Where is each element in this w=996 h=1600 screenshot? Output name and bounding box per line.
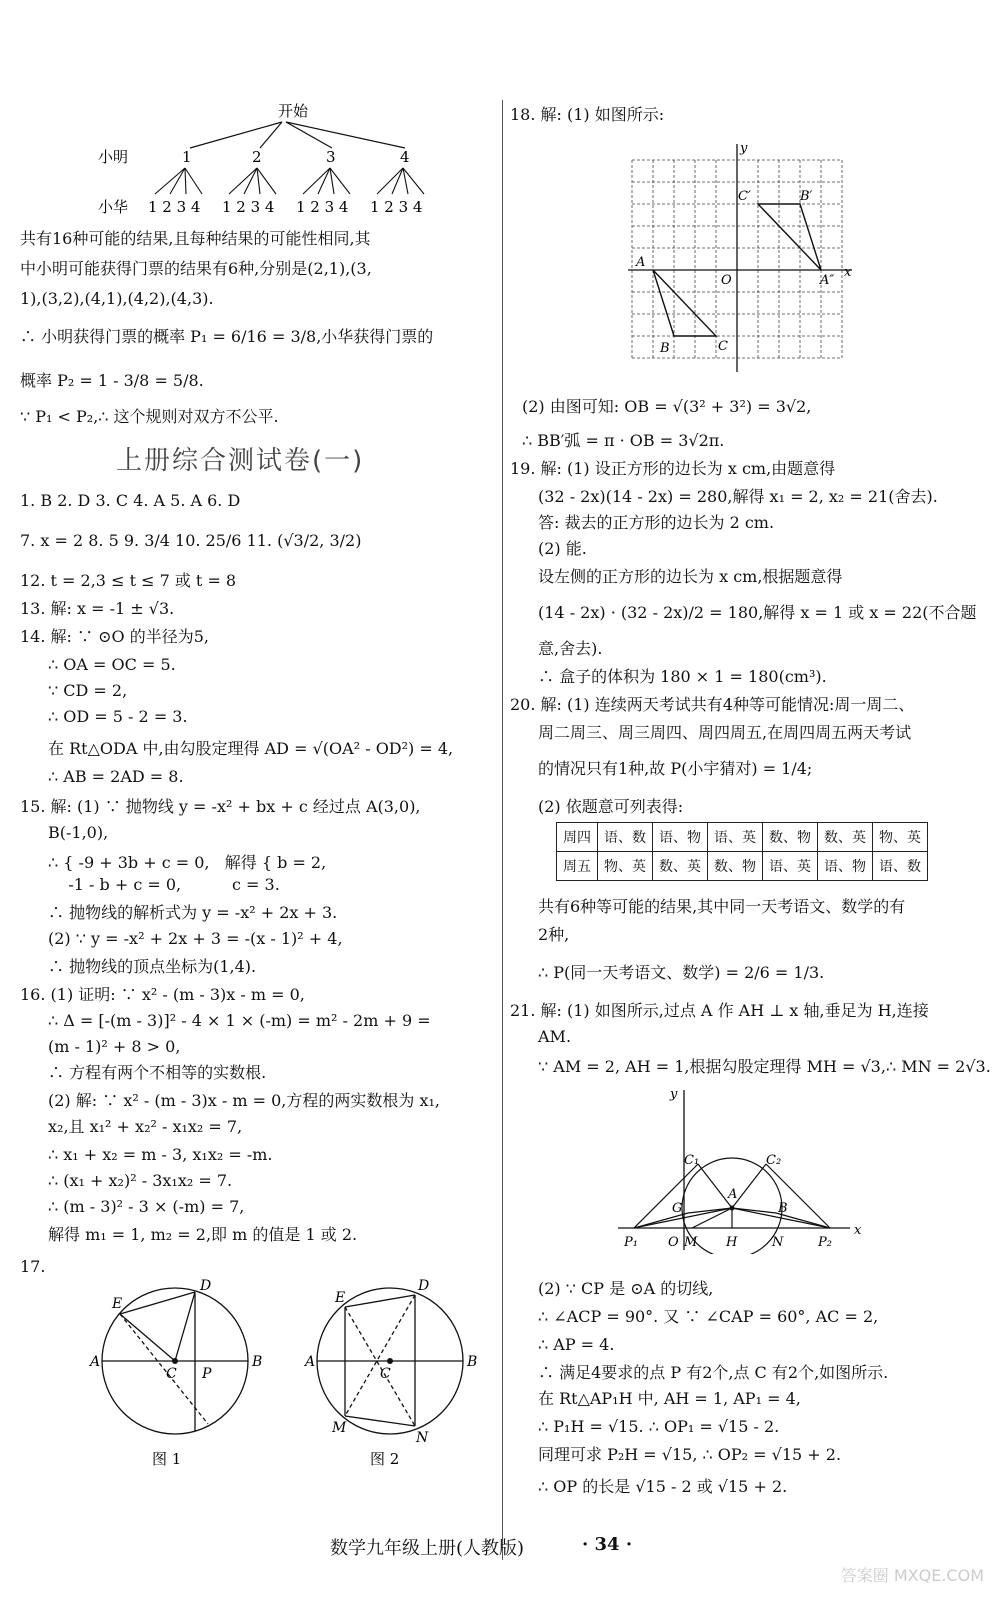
circle-figures bbox=[60, 1274, 490, 1474]
fig21-label-H: H bbox=[726, 1235, 738, 1250]
answer-line: ∴ BB′弧 = π · OB = 3√2π. bbox=[522, 431, 725, 450]
grid-x-label: x bbox=[844, 265, 852, 280]
tree-node-3: 3 bbox=[326, 148, 336, 166]
answer-line: 解得 m₁ = 1, m₂ = 2,即 m 的值是 1 或 2. bbox=[48, 1225, 358, 1244]
answer-line: ∴ OP 的长是 √15 - 2 或 √15 + 2. bbox=[538, 1477, 788, 1496]
table-cell: 数、物 bbox=[763, 823, 818, 852]
tree-node-4: 4 bbox=[400, 148, 410, 166]
fig1-caption: 图 1 bbox=[152, 1450, 182, 1468]
answer-line: ∴ (m - 3)² - 3 × (-m) = 7, bbox=[48, 1197, 245, 1216]
answer-line: 21. 解: (1) 如图所示,过点 A 作 AH ⊥ x 轴,垂足为 H,连接 bbox=[510, 1001, 929, 1020]
table-cell: 语、物 bbox=[653, 823, 708, 852]
answer-line: 7. x = 2 8. 5 9. 3/4 10. 25/6 11. (√3/2, 3/2) bbox=[20, 531, 362, 550]
answer-line: (2) ∵ CP 是 ⊙A 的切线, bbox=[538, 1279, 714, 1298]
fig21-label-B: B bbox=[778, 1201, 788, 1216]
answer-line: 19. 解: (1) 设正方形的边长为 x cm,由题意得 bbox=[510, 459, 836, 478]
tree-root: 开始 bbox=[278, 102, 309, 120]
answer-line: ∴ Δ = [-(m - 3)]² - 4 × 1 × (-m) = m² - 2m + 9 = bbox=[48, 1011, 431, 1030]
tree-node-1: 1 bbox=[182, 148, 192, 166]
fig1-label-B: B bbox=[252, 1354, 263, 1370]
answer-line: 1. B 2. D 3. C 4. A 5. A 6. D bbox=[20, 491, 241, 510]
answer-line: 在 Rt△ODA 中,由勾股定理得 AD = √(OA² - OD²) = 4, bbox=[48, 739, 454, 758]
fig21-label-C2: C₂ bbox=[766, 1153, 782, 1168]
answer-line: -1 - b + c = 0, c = 3. bbox=[48, 875, 280, 894]
answer-line: 17. bbox=[20, 1257, 46, 1276]
fig1-label-C: C bbox=[166, 1366, 177, 1382]
left-line: ∴ 小明获得门票的概率 P₁ = 6/16 = 3/8,小华获得门票的 bbox=[20, 327, 434, 346]
page-number: · 34 · bbox=[582, 1534, 633, 1555]
tree-row1-label: 小明 bbox=[98, 148, 129, 166]
table-cell: 数、物 bbox=[708, 852, 763, 881]
left-line: 概率 P₂ = 1 - 3/8 = 5/8. bbox=[20, 371, 204, 390]
answer-line: 意,舍去). bbox=[538, 639, 603, 658]
section-title: 上册综合测试卷(一) bbox=[116, 446, 365, 476]
grid-label-B-prime: B′ bbox=[800, 189, 813, 204]
answer-line: ∴ 满足4要求的点 P 有2个,点 C 有2个,如图所示. bbox=[538, 1363, 889, 1382]
left-line: 共有16种可能的结果,且每种结果的可能性相同,其 bbox=[20, 229, 371, 248]
answer-line: (32 - 2x)(14 - 2x) = 280,解得 x₁ = 2, x₂ = 21(舍去). bbox=[538, 487, 938, 506]
answer-line: (2) 由图可知: OB = √(3² + 3²) = 3√2, bbox=[522, 397, 812, 416]
fig2-label-D: D bbox=[418, 1278, 430, 1294]
table-cell: 语、数 bbox=[873, 852, 928, 881]
left-line: ∵ P₁ < P₂,∴ 这个规则对双方不公平. bbox=[20, 407, 279, 426]
fig2-label-C: C bbox=[380, 1366, 391, 1382]
answer-line: ∴ x₁ + x₂ = m - 3, x₁x₂ = -m. bbox=[48, 1145, 273, 1164]
answer-line: (2) 解: ∵ x² - (m - 3)x - m = 0,方程的两实数根为 x₁, bbox=[48, 1091, 440, 1110]
answer-line: ∴ AB = 2AD = 8. bbox=[48, 767, 184, 786]
answer-line: 20. 解: (1) 连续两天考试共有4种等可能情况:周一周二、 bbox=[510, 695, 915, 714]
table-cell: 数、英 bbox=[653, 852, 708, 881]
answer-line: 13. 解: x = -1 ± √3. bbox=[20, 599, 175, 618]
answer-line: ∵ AM = 2, AH = 1,根据勾股定理得 MH = √3,∴ MN = 2√3. bbox=[538, 1057, 991, 1076]
answer-line: ∴ { -9 + 3b + c = 0, 解得 { b = 2, bbox=[48, 853, 327, 872]
answer-line: ∴ 抛物线的解析式为 y = -x² + 2x + 3. bbox=[48, 903, 338, 922]
fig21-label-P1: P₁ bbox=[624, 1235, 638, 1250]
tree-leaves-4: 1 2 3 4 bbox=[370, 198, 423, 216]
answer-line: (2) 能. bbox=[538, 539, 587, 558]
coordinate-grid bbox=[628, 140, 858, 372]
answer-line: 的情况只有1种,故 P(小宇猜对) = 1/4; bbox=[538, 759, 813, 778]
answer-line: 12. t = 2,3 ≤ t ≤ 7 或 t = 8 bbox=[20, 571, 237, 590]
answer-line: 14. 解: ∵ ⊙O 的半径为5, bbox=[20, 627, 209, 646]
answer-line: 在 Rt△AP₁H 中, AH = 1, AP₁ = 4, bbox=[538, 1389, 801, 1408]
answer-line: ∴ P₁H = √15. ∴ OP₁ = √15 - 2. bbox=[538, 1417, 780, 1436]
table-row bbox=[557, 852, 928, 881]
answer-line: 周二周三、周三周四、周四周五,在周四周五两天考试 bbox=[538, 723, 912, 742]
fig21-label-N: N bbox=[772, 1235, 784, 1250]
answer-line: 共有6种等可能的结果,其中同一天考语文、数学的有 bbox=[538, 897, 906, 916]
answer-line: (14 - 2x) · (32 - 2x)/2 = 180,解得 x = 1 或 x = 22(不合题 bbox=[538, 603, 977, 622]
answer-line: ∴ 盒子的体积为 180 × 1 = 180(cm³). bbox=[538, 667, 827, 686]
answer-line: ∴ 方程有两个不相等的实数根. bbox=[48, 1063, 267, 1082]
answer-line: ∴ OD = 5 - 2 = 3. bbox=[48, 707, 188, 726]
answer-line: ∴ 抛物线的顶点坐标为(1,4). bbox=[48, 957, 257, 976]
tree-leaves-2: 1 2 3 4 bbox=[222, 198, 275, 216]
answer-line: 15. 解: (1) ∵ 抛物线 y = -x² + bx + c 经过点 A(3,0), bbox=[20, 797, 421, 816]
grid-origin-label: O bbox=[721, 273, 732, 288]
tree-leaves-3: 1 2 3 4 bbox=[296, 198, 349, 216]
fig21-label-C1: C₁ bbox=[684, 1153, 700, 1168]
table-cell: 语、数 bbox=[598, 823, 653, 852]
answer-line: ∴ ∠ACP = 90°. 又 ∵ ∠CAP = 60°, AC = 2, bbox=[538, 1307, 879, 1326]
tree-row2-label: 小华 bbox=[98, 198, 129, 216]
grid-label-A: A bbox=[636, 255, 646, 270]
answer-line: (2) ∵ y = -x² + 2x + 3 = -(x - 1)² + 4, bbox=[48, 929, 343, 948]
fig21-label-O: O bbox=[668, 1235, 679, 1250]
answer-line: 2种, bbox=[538, 925, 570, 944]
fig21-y-label: y bbox=[670, 1087, 678, 1102]
column-divider bbox=[502, 100, 503, 1560]
answer-line: ∴ P(同一天考语文、数学) = 2/6 = 1/3. bbox=[538, 963, 825, 982]
fig21-label-A: A bbox=[728, 1187, 738, 1202]
fig1-label-P: P bbox=[202, 1366, 212, 1382]
table-cell: 语、物 bbox=[818, 852, 873, 881]
answer-line: 18. 解: (1) 如图所示: bbox=[510, 105, 665, 124]
answer-line: B(-1,0), bbox=[48, 823, 109, 842]
fig1-label-E: E bbox=[112, 1296, 123, 1312]
answer-line: (2) 依题意可列表得: bbox=[538, 797, 684, 816]
fig2-label-M: M bbox=[332, 1420, 347, 1436]
table-cell: 周五 bbox=[557, 852, 598, 881]
table-row bbox=[557, 823, 928, 852]
grid-y-label: y bbox=[740, 141, 748, 156]
answer-line: ∴ OA = OC = 5. bbox=[48, 655, 176, 674]
grid-label-B: B bbox=[660, 341, 670, 356]
table-cell: 语、英 bbox=[763, 852, 818, 881]
tangent-circle-figure bbox=[618, 1084, 868, 1254]
grid-label-C: C bbox=[718, 339, 728, 354]
watermark-logo: 答案圈 MXQE.COM bbox=[840, 1566, 984, 1585]
answer-line: 同理可求 P₂H = √15, ∴ OP₂ = √15 + 2. bbox=[538, 1445, 842, 1464]
tree-diagram bbox=[20, 96, 490, 226]
answer-line: ∵ CD = 2, bbox=[48, 681, 128, 700]
answer-line: AM. bbox=[538, 1027, 572, 1046]
answer-line: 答: 裁去的正方形的边长为 2 cm. bbox=[538, 513, 775, 532]
answer-line: 16. (1) 证明: ∵ x² - (m - 3)x - m = 0, bbox=[20, 985, 305, 1004]
answer-line: ∴ AP = 4. bbox=[538, 1335, 615, 1354]
fig21-label-M: M bbox=[684, 1235, 698, 1250]
fig2-label-A: A bbox=[305, 1354, 316, 1370]
tree-node-2: 2 bbox=[252, 148, 262, 166]
grid-label-C-prime: C′ bbox=[738, 189, 751, 204]
table-cell: 语、英 bbox=[708, 823, 763, 852]
fig2-caption: 图 2 bbox=[370, 1450, 400, 1468]
answer-line: 设左侧的正方形的边长为 x cm,根据题意得 bbox=[538, 567, 843, 586]
table-cell: 数、英 bbox=[818, 823, 873, 852]
answer-line: (m - 1)² + 8 > 0, bbox=[48, 1037, 181, 1056]
fig2-label-N: N bbox=[416, 1430, 429, 1446]
grid-label-A-double-prime: A″ bbox=[820, 273, 835, 288]
fig1-label-D: D bbox=[200, 1278, 212, 1294]
fig2-label-B: B bbox=[467, 1354, 478, 1370]
answer-line: x₂,且 x₁² + x₂² - x₁x₂ = 7, bbox=[48, 1117, 243, 1136]
exam-table bbox=[556, 822, 928, 881]
table-cell: 周四 bbox=[557, 823, 598, 852]
fig1-label-A: A bbox=[90, 1354, 101, 1370]
fig21-label-P2: P₂ bbox=[818, 1235, 832, 1250]
left-line: 1),(3,2),(4,1),(4,2),(4,3). bbox=[20, 289, 214, 308]
fig21-x-label: x bbox=[854, 1223, 862, 1238]
answer-line: ∴ (x₁ + x₂)² - 3x₁x₂ = 7. bbox=[48, 1171, 233, 1190]
table-cell: 物、英 bbox=[598, 852, 653, 881]
fig21-label-G: G bbox=[672, 1201, 683, 1216]
footer-book-title: 数学九年级上册(人教版) bbox=[330, 1538, 525, 1559]
tree-leaves-1: 1 2 3 4 bbox=[148, 198, 201, 216]
fig2-label-E: E bbox=[335, 1290, 346, 1306]
left-line: 中小明可能获得门票的结果有6种,分别是(2,1),(3, bbox=[20, 259, 372, 278]
table-cell: 物、英 bbox=[873, 823, 928, 852]
